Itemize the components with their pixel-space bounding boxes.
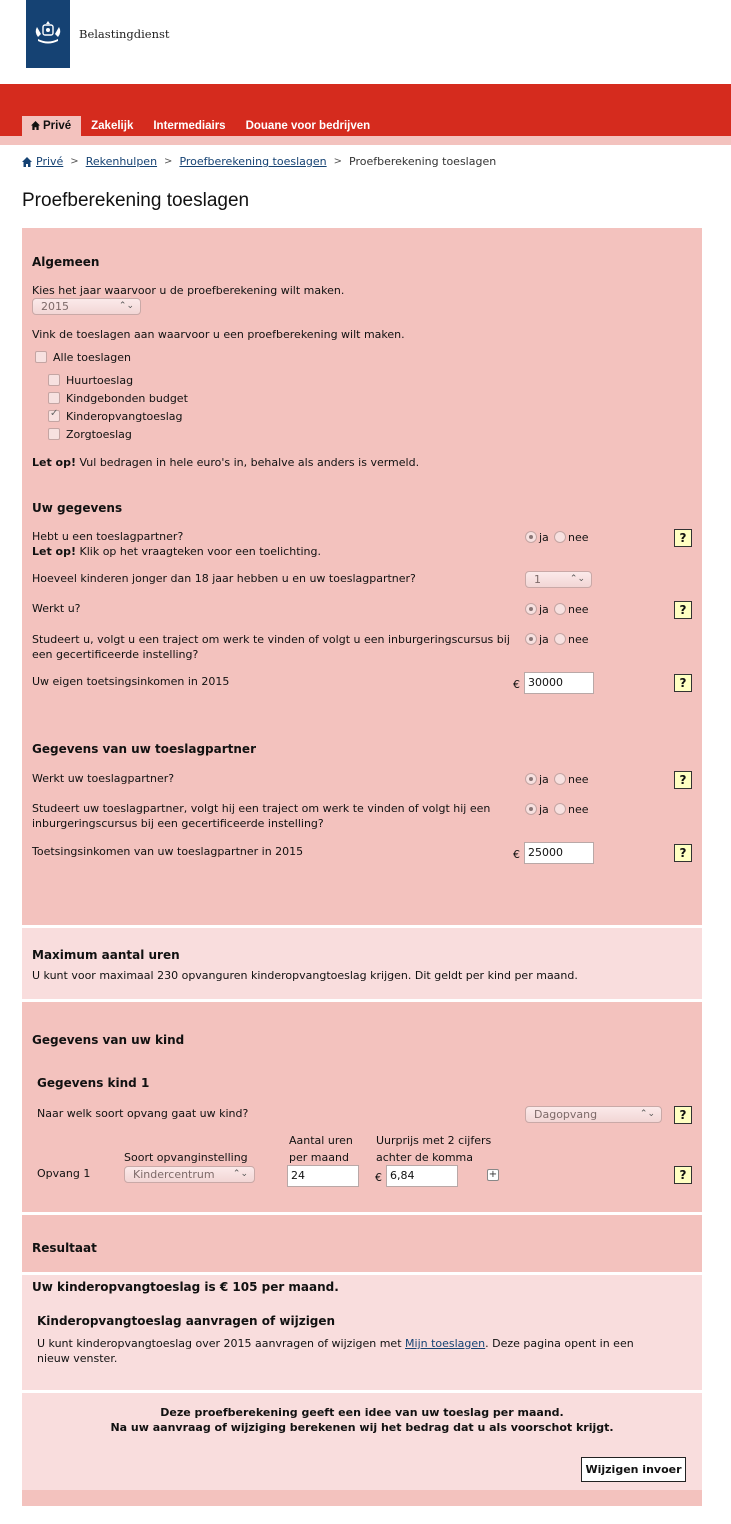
col-uren-line1: Aantal uren <box>289 1134 353 1147</box>
maximum-text: U kunt voor maximaal 230 opvanguren kinderopvangtoeslag krijgen. Dit geldt per kind per maand. <box>32 969 578 982</box>
result-text-line1 <box>37 1336 634 1351</box>
chevron-updown-icon: ⌃⌄ <box>569 574 585 584</box>
radio-werkt-ja[interactable] <box>525 603 537 615</box>
currency-label: € <box>375 1171 382 1184</box>
result-subheading: Kinderopvangtoeslag aanvragen of wijzigen <box>37 1314 336 1328</box>
section-heading-partner: Gegevens van uw toeslagpartner <box>32 742 256 756</box>
uurprijs-input[interactable]: 6,84 <box>386 1165 458 1187</box>
maximum-heading: Maximum aantal uren <box>32 948 180 962</box>
chevron-right-icon: > <box>70 156 79 167</box>
kind-heading: Gegevens van uw kind <box>32 1033 185 1047</box>
note-line2: Na uw aanvraag of wijziging berekenen wij het bedrag dat u als voorschot krijgt. <box>110 1421 614 1434</box>
checkbox-label: Kinderopvangtoeslag <box>66 410 183 423</box>
checkbox-label: Alle toeslagen <box>53 351 131 364</box>
question-partner: Hebt u een toeslagpartner? <box>32 530 184 543</box>
radio-werkt-nee[interactable] <box>554 603 566 615</box>
brand-name: Belastingdienst <box>79 27 170 41</box>
info-panel-maximum <box>22 928 702 999</box>
radio-label: ja <box>539 803 549 816</box>
amount-note <box>32 455 419 470</box>
nav-item-zakelijk[interactable]: Zakelijk <box>91 120 134 132</box>
breadcrumb-current: Proefberekening toeslagen <box>349 155 497 168</box>
radio-partner-studeert-ja[interactable] <box>525 803 537 815</box>
soort-opvang-select[interactable] <box>525 1106 662 1123</box>
breadcrumb-link-proefberekening[interactable]: Proefberekening toeslagen <box>179 155 327 168</box>
radio-label: nee <box>568 633 589 646</box>
help-button-partner-werkt[interactable]: ? <box>674 771 692 789</box>
nav-item-intermediairs[interactable]: Intermediairs <box>153 120 226 132</box>
help-button-partner[interactable]: ? <box>674 529 692 547</box>
checkbox-label: Zorgtoeslag <box>66 428 132 441</box>
instelling-select[interactable] <box>124 1166 255 1183</box>
nav-item-label: Privé <box>43 120 72 132</box>
page-title: Proefberekening toeslagen <box>22 190 250 211</box>
col-soort: Soort opvanginstelling <box>124 1151 248 1164</box>
result-text: . Deze pagina opent in een <box>485 1337 634 1350</box>
home-icon <box>22 157 32 167</box>
question-partner-inkomen: Toetsingsinkomen van uw toeslagpartner in 2015 <box>32 845 304 858</box>
kind-subheading: Gegevens kind 1 <box>37 1076 150 1090</box>
radio-partner-werkt-ja[interactable] <box>525 773 537 785</box>
chevron-updown-icon: ⌃⌄ <box>639 1109 655 1119</box>
note-text: Klik op het vraagteken voor een toelichting. <box>76 545 322 558</box>
currency-label: € <box>513 848 520 861</box>
home-icon <box>31 121 40 130</box>
question-partner-studeert-line1: Studeert uw toeslagpartner, volgt hij een traject om werk te vinden of volgt hij een <box>32 802 491 815</box>
opvang-label: Opvang 1 <box>37 1167 91 1180</box>
result-text-line2: nieuw venster. <box>37 1352 118 1365</box>
radio-label: ja <box>539 773 549 786</box>
radio-studeert-ja[interactable] <box>525 633 537 645</box>
uren-input[interactable]: 24 <box>287 1165 359 1187</box>
year-select-value: 2015 <box>41 300 69 313</box>
year-label: Kies het jaar waarvoor u de proefberekening wilt maken. <box>32 284 345 297</box>
checkbox-label: Kindgebonden budget <box>66 392 188 405</box>
checkbox-huurtoeslag[interactable] <box>48 374 60 386</box>
soort-opvang-value: Dagopvang <box>534 1108 598 1121</box>
toeslagen-label: Vink de toeslagen aan waarvoor u een proefberekening wilt maken. <box>32 328 405 341</box>
nav-item-douane[interactable]: Douane voor bedrijven <box>245 120 371 132</box>
question-studeert-line2: een gecertificeerde instelling? <box>32 648 199 661</box>
chevron-right-icon: > <box>333 156 343 167</box>
section-heading-uw-gegevens: Uw gegevens <box>32 501 123 515</box>
help-button-werkt[interactable]: ? <box>674 601 692 619</box>
checkbox-kindgebonden-budget[interactable] <box>48 392 60 404</box>
chevron-updown-icon: ⌃⌄ <box>118 301 134 311</box>
note-line1: Deze proefberekening geeft een idee van uw toeslag per maand. <box>160 1406 564 1419</box>
mijn-toeslagen-link[interactable]: Mijn toeslagen <box>405 1337 486 1350</box>
add-opvang-button[interactable]: + <box>488 1169 498 1180</box>
radio-label: nee <box>568 603 589 616</box>
radio-label: ja <box>539 603 549 616</box>
checkbox-kinderopvangtoeslag[interactable] <box>48 410 60 422</box>
result-panel <box>22 1275 702 1390</box>
result-amount: Uw kinderopvangtoeslag is € 105 per maand. <box>32 1280 339 1294</box>
chevron-right-icon: > <box>164 156 173 167</box>
radio-partner-studeert-nee[interactable] <box>554 803 566 815</box>
radio-label: nee <box>568 773 589 786</box>
radio-label: nee <box>568 531 589 544</box>
question-studeert-line1: Studeert u, volgt u een traject om werk te vinden of volgt u een inburgeringscursus bij <box>32 633 510 646</box>
checkbox-alle-toeslagen[interactable] <box>35 351 47 363</box>
logo[interactable] <box>26 0 70 68</box>
result-text: U kunt kinderopvangtoeslag over 2015 aanvragen of wijzigen met <box>37 1337 406 1350</box>
note-text: Vul bedragen in hele euro's in, behalve als anders is vermeld. <box>76 456 420 469</box>
resultaat-heading: Resultaat <box>32 1241 97 1255</box>
checkbox-zorgtoeslag[interactable] <box>48 428 60 440</box>
chevron-updown-icon: ⌃⌄ <box>232 1169 248 1179</box>
help-button-opvang[interactable]: ? <box>674 1166 692 1184</box>
help-button-soort-opvang[interactable]: ? <box>674 1106 692 1124</box>
wijzigen-invoer-button[interactable]: Wijzigen invoer <box>581 1457 686 1482</box>
site-header <box>0 0 731 84</box>
kinderen-select-value: 1 <box>534 573 541 586</box>
col-prijs-line2: achter de komma <box>376 1151 473 1164</box>
question-partner-werkt: Werkt uw toeslagpartner? <box>32 772 175 785</box>
radio-label: ja <box>539 633 549 646</box>
col-uren-line2: per maand <box>289 1151 349 1164</box>
currency-label: € <box>513 678 520 691</box>
section-heading-algemeen: Algemeen <box>32 255 100 269</box>
help-button-inkomen[interactable]: ? <box>674 674 692 692</box>
form-panel-kind <box>22 1002 702 1212</box>
radio-label: ja <box>539 531 549 544</box>
radio-partner-nee[interactable] <box>554 531 566 543</box>
form-panel-main <box>22 228 702 925</box>
breadcrumb-link-prive[interactable]: Privé <box>36 155 64 168</box>
nav-item-prive[interactable] <box>22 116 81 136</box>
radio-studeert-nee[interactable] <box>554 633 566 645</box>
help-button-partner-inkomen[interactable]: ? <box>674 844 692 862</box>
note-bold: Let op! <box>32 456 77 469</box>
partner-note <box>32 544 321 559</box>
question-werkt: Werkt u? <box>32 602 81 615</box>
question-inkomen: Uw eigen toetsingsinkomen in 2015 <box>32 675 230 688</box>
kinderen-select[interactable] <box>525 571 592 588</box>
breadcrumb-link-rekenhulpen[interactable]: Rekenhulpen <box>85 155 158 168</box>
radio-partner-ja[interactable] <box>525 531 537 543</box>
question-soort-opvang: Naar welk soort opvang gaat uw kind? <box>37 1107 249 1120</box>
instelling-select-value: Kindercentrum <box>133 1168 215 1181</box>
radio-label: nee <box>568 803 589 816</box>
question-kinderen: Hoeveel kinderen jonger dan 18 jaar hebben u en uw toeslagpartner? <box>32 572 416 585</box>
question-partner-studeert-line2: inburgeringscursus bij een gecertificeerde instelling? <box>32 817 324 830</box>
year-select[interactable] <box>32 298 141 315</box>
breadcrumb <box>22 155 496 168</box>
partner-inkomen-input[interactable]: 25000 <box>524 842 594 864</box>
note-bold: Let op! <box>32 545 77 558</box>
checkbox-label: Huurtoeslag <box>66 374 134 387</box>
radio-partner-werkt-nee[interactable] <box>554 773 566 785</box>
coat-of-arms-icon <box>31 18 65 48</box>
main-nav <box>22 116 380 136</box>
bottom-strip <box>22 1490 702 1506</box>
result-header-panel <box>22 1215 702 1272</box>
col-prijs-line1: Uurprijs met 2 cijfers <box>376 1134 492 1147</box>
nav-underline <box>0 136 731 145</box>
inkomen-input[interactable]: 30000 <box>524 672 594 694</box>
